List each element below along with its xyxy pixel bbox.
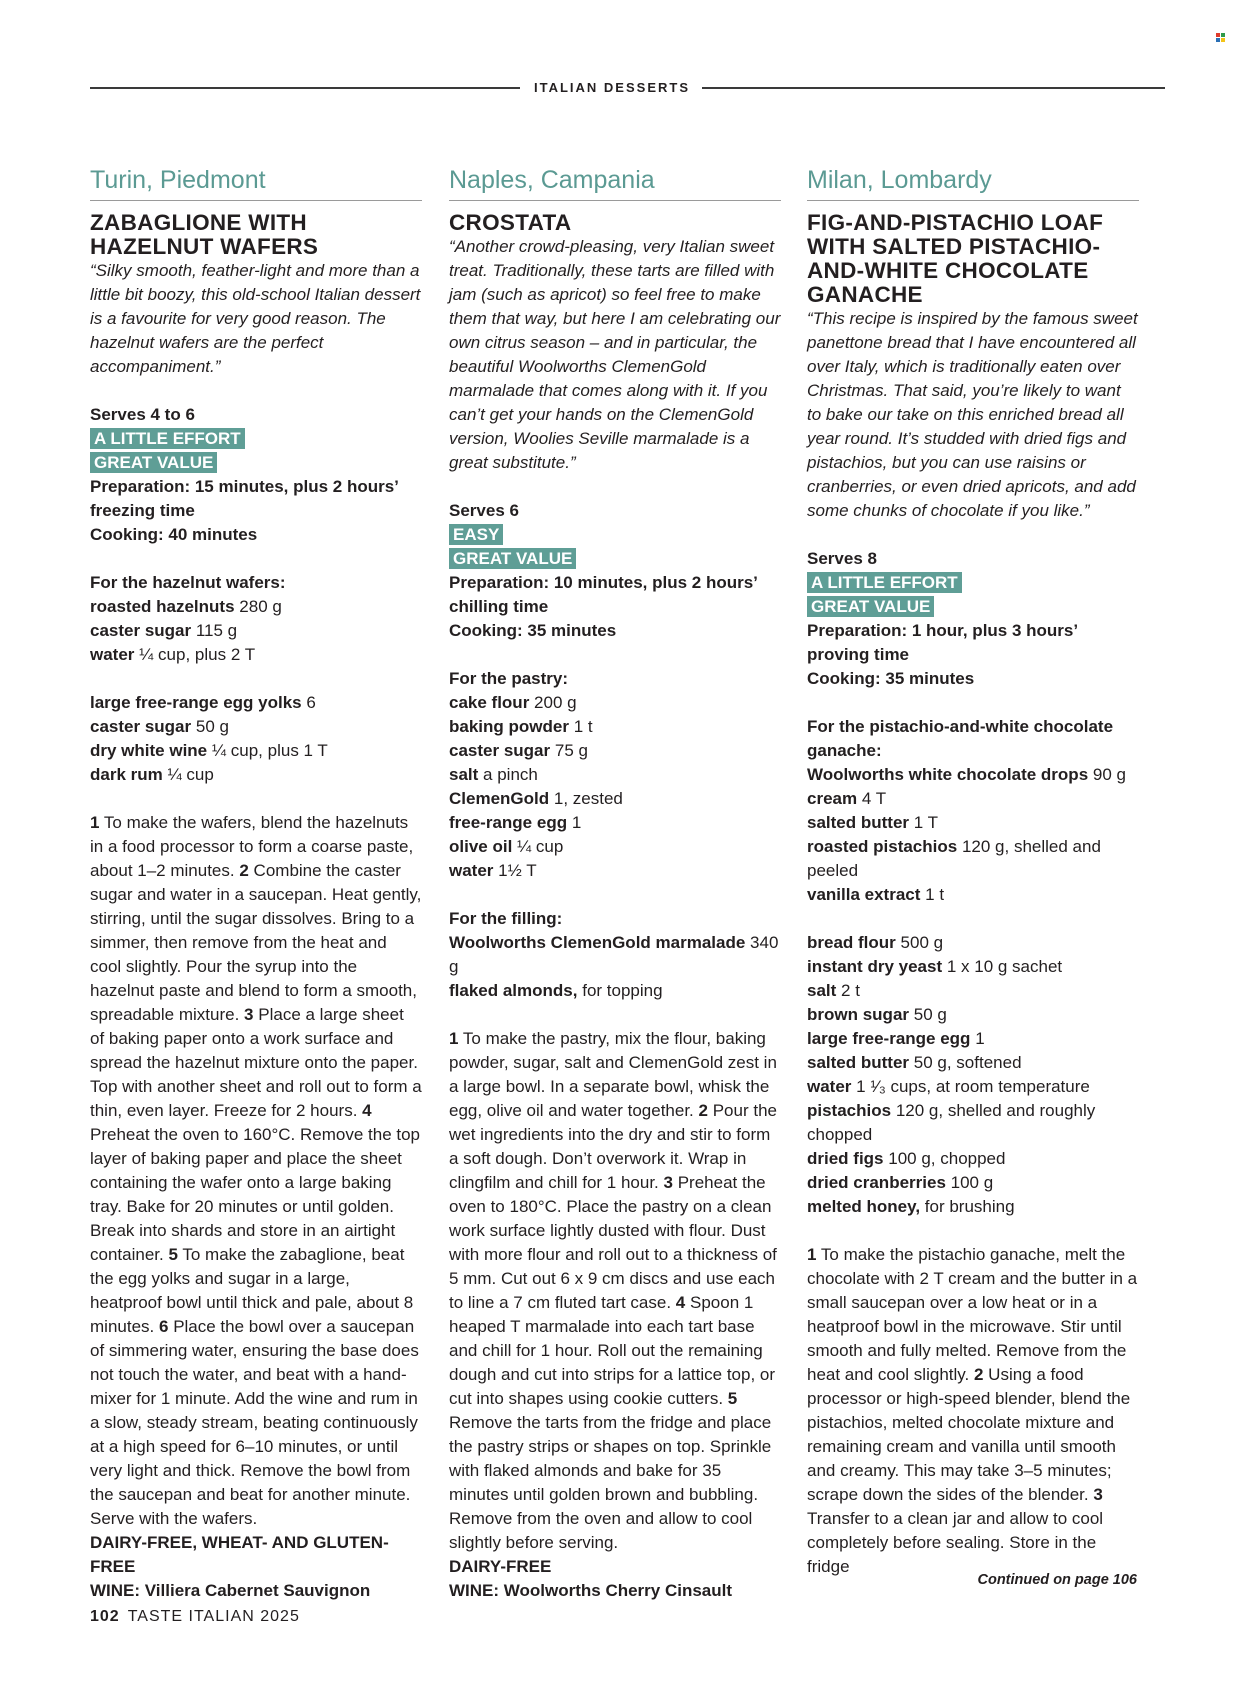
ingredient: Woolworths ClemenGold marmalade 340 g: [449, 933, 779, 976]
value-tag: GREAT VALUE: [449, 548, 576, 569]
ingredient: dried figs 100 g, chopped: [807, 1149, 1006, 1168]
ingredient: large free-range egg 1: [807, 1029, 985, 1048]
serves: Serves 4 to 6: [90, 405, 195, 424]
ingredient: dark rum ¼ cup: [90, 765, 214, 784]
difficulty-tag: A LITTLE EFFORT: [90, 428, 245, 449]
method-text: 1 To make the wafers, blend the hazelnuts in a food processor to form a coarse paste, about 1–2 minutes. 2 Combine the caster sugar and water in a saucepan. Heat gently, stirring, until the sugar dissolves. Bring to a simmer, then remove from the heat and cool slightly. Pour the syrup into the hazelnut paste and blend to form a smooth, spreadable mixture. 3 Place a large sheet of baking paper onto a work surface and spread the hazelnut mixture onto the paper. Top with another sheet and roll out to form a thin, even layer. Freeze for 2 hours. 4 Preheat the oven to 160°C. Remove the top layer of baking paper and place the sheet containing the wafer onto a large baking tray. Bake for 20 minutes or until golden. Break into shards and store in an airtight container. 5 To make the zabaglione, beat the egg yolks and sugar in a large, heatproof bowl until thick and pale, about 8 minutes. 6 Place the bowl over a saucepan of simmering water, ensuring the base does not touch the water, and beat with a hand-mixer for 1 minute. Add the wine and rum in a slow, steady stream, beating continuously at a high speed for 6–10 minutes, or until very light and thick. Remove the bowl from the saucepan and beat for another minute. Serve with the wafers.: [90, 813, 422, 1528]
ingredient: cream 4 T: [807, 789, 887, 808]
ingredient: water 1 ¹⁄₃ cups, at room temperature: [807, 1077, 1090, 1096]
ingredient-heading: For the pistachio-and-white chocolate ganache:: [807, 717, 1114, 760]
recipe-column-crostata: [449, 160, 781, 1603]
serves: Serves 8: [807, 549, 877, 568]
serves: Serves 6: [449, 501, 519, 520]
continued-note: Continued on page 106: [977, 1572, 1137, 1588]
ingredient-heading: For the pastry:: [449, 669, 569, 688]
ingredient: cake flour 200 g: [449, 693, 577, 712]
ingredient: salt 2 t: [807, 981, 860, 1000]
ingredient: olive oil ¼ cup: [449, 837, 564, 856]
recipe-region: Milan, Lombardy: [807, 160, 1139, 201]
ingredient-heading: For the hazelnut wafers:: [90, 573, 286, 592]
ingredient: flaked almonds, for topping: [449, 981, 663, 1000]
value-tag: GREAT VALUE: [90, 452, 217, 473]
ingredient: caster sugar 115 g: [90, 621, 238, 640]
magazine-title: TASTE ITALIAN 2025: [127, 1608, 300, 1625]
ingredient: brown sugar 50 g: [807, 1005, 947, 1024]
ingredient: melted honey, for brushing: [807, 1197, 1015, 1216]
cooking-time: Cooking: 40 minutes: [90, 525, 258, 544]
recipe-intro: “Silky smooth, feather-light and more than a little bit boozy, this old-school Italian dessert is a favourite for very good reason. The hazelnut wafers are the perfect accompaniment.”: [90, 261, 421, 376]
ingredient-heading: For the filling:: [449, 909, 563, 928]
dietary-note: DAIRY-FREE, WHEAT- AND GLUTEN-FREE: [90, 1533, 389, 1576]
header-divider-right: [702, 87, 1165, 89]
recipe-title: CROSTATA: [449, 210, 572, 235]
value-tag: GREAT VALUE: [807, 596, 934, 617]
ingredient: caster sugar 75 g: [449, 741, 588, 760]
recipe-region: Naples, Campania: [449, 160, 781, 201]
ingredient: salted butter 50 g, softened: [807, 1053, 1022, 1072]
brand-logo-icon: [1216, 33, 1225, 42]
ingredient: Woolworths white chocolate drops 90 g: [807, 765, 1126, 784]
method-text: 1 To make the pastry, mix the flour, baking powder, sugar, salt and ClemenGold zest in a large bowl. In a separate bowl, whisk the egg, olive oil and water together. 2 Pour the wet ingredients into the dry and stir to form a soft dough. Don’t overwork it. Wrap in clingfilm and chill for 1 hour. 3 Preheat the oven to 180°C. Place the pastry on a clean work surface lightly dusted with flour. Dust with more flour and roll out to a thickness of 5 mm. Cut out 6 x 9 cm discs and use each to line a 7 cm fluted tart case. 4 Spoon 1 heaped T marmalade into each tart base and chill for 1 hour. Roll out the remaining dough and cut into strips for a lattice top, or cut into shapes using cookie cutters. 5 Remove the tarts from the fridge and place the pastry strips or shapes on top. Sprinkle with flaked almonds and bake for 35 minutes until golden brown and bubbling. Remove from the oven and allow to cool slightly before serving.: [449, 1029, 777, 1552]
ingredient: free-range egg 1: [449, 813, 582, 832]
prep-time: Preparation: 10 minutes, plus 2 hours’ chilling time: [449, 573, 757, 616]
ingredient: roasted pistachios 120 g, shelled and peeled: [807, 837, 1101, 880]
ingredient: dry white wine ¼ cup, plus 1 T: [90, 741, 328, 760]
page-number: 102: [90, 1608, 120, 1625]
cooking-time: Cooking: 35 minutes: [449, 621, 617, 640]
difficulty-tag: EASY: [449, 524, 503, 545]
recipe-region: Turin, Piedmont: [90, 160, 422, 201]
ingredient: caster sugar 50 g: [90, 717, 229, 736]
difficulty-tag: A LITTLE EFFORT: [807, 572, 962, 593]
ingredient: salted butter 1 T: [807, 813, 939, 832]
ingredient: bread flour 500 g: [807, 933, 944, 952]
method-text: 1 To make the pistachio ganache, melt the chocolate with 2 T cream and the butter in a small saucepan over a low heat or in a heatproof bowl in the microwave. Stir until smooth and fully melted. Remove from the heat and cool slightly. 2 Using a food processor or high-speed blender, blend the pistachios, melted chocolate mixture and remaining cream and vanilla until smooth and creamy. This may take 3–5 minutes; scrape down the sides of the blender. 3 Transfer to a clean jar and allow to cool completely before sealing. Store in the fridge: [807, 1245, 1138, 1576]
recipe-intro: “Another crowd-pleasing, very Italian sweet treat. Traditionally, these tarts are filled with jam (such as apricot) so feel free to make them that way, but here I am celebrating our own citrus season – and in particular, the beautiful Woolworths ClemenGold marmalade that comes along with it. If you can’t get your hands on the ClemenGold version, Woolies Seville marmalade is a great substitute.”: [449, 237, 781, 472]
ingredient: roasted hazelnuts 280 g: [90, 597, 282, 616]
ingredient: vanilla extract 1 t: [807, 885, 945, 904]
section-title: ITALIAN DESSERTS: [534, 80, 690, 95]
ingredient: ClemenGold 1, zested: [449, 789, 623, 808]
prep-time: Preparation: 15 minutes, plus 2 hours’ freezing time: [90, 477, 398, 520]
recipe-column-zabaglione: [90, 160, 422, 1603]
ingredient: dried cranberries 100 g: [807, 1173, 994, 1192]
cooking-time: Cooking: 35 minutes: [807, 669, 975, 688]
ingredient: pistachios 120 g, shelled and roughly chopped: [807, 1101, 1096, 1144]
ingredient: water 1½ T: [449, 861, 537, 880]
ingredient: instant dry yeast 1 x 10 g sachet: [807, 957, 1063, 976]
wine-pairing: WINE: Woolworths Cherry Cinsault: [449, 1581, 733, 1600]
recipe-intro: “This recipe is inspired by the famous sweet panettone bread that I have encountered all over Italy, which is traditionally eaten over Christmas. That said, you’re likely to want to bake our take on this enriched bread all year round. It’s studded with dried figs and pistachios, but you can use raisins or cranberries, or even dried apricots, and add some chunks of chocolate if you like.”: [807, 309, 1138, 520]
section-header: [90, 77, 1165, 99]
recipe-title: ZABAGLIONE WITH HAZELNUT WAFERS: [90, 210, 319, 259]
ingredient: salt a pinch: [449, 765, 538, 784]
ingredient: large free-range egg yolks 6: [90, 693, 316, 712]
dietary-note: DAIRY-FREE: [449, 1557, 552, 1576]
header-divider-left: [90, 87, 520, 89]
ingredient: baking powder 1 t: [449, 717, 593, 736]
ingredient: water ¼ cup, plus 2 T: [90, 645, 256, 664]
prep-time: Preparation: 1 hour, plus 3 hours’ proving time: [807, 621, 1078, 664]
recipe-title: FIG-AND-PISTACHIO LOAF WITH SALTED PISTACHIO- AND-WHITE CHOCOLATE GANACHE: [807, 210, 1104, 307]
page-footer: [90, 1608, 300, 1626]
wine-pairing: WINE: Villiera Cabernet Sauvignon: [90, 1581, 371, 1600]
recipe-column-fig-loaf: [807, 160, 1139, 1579]
